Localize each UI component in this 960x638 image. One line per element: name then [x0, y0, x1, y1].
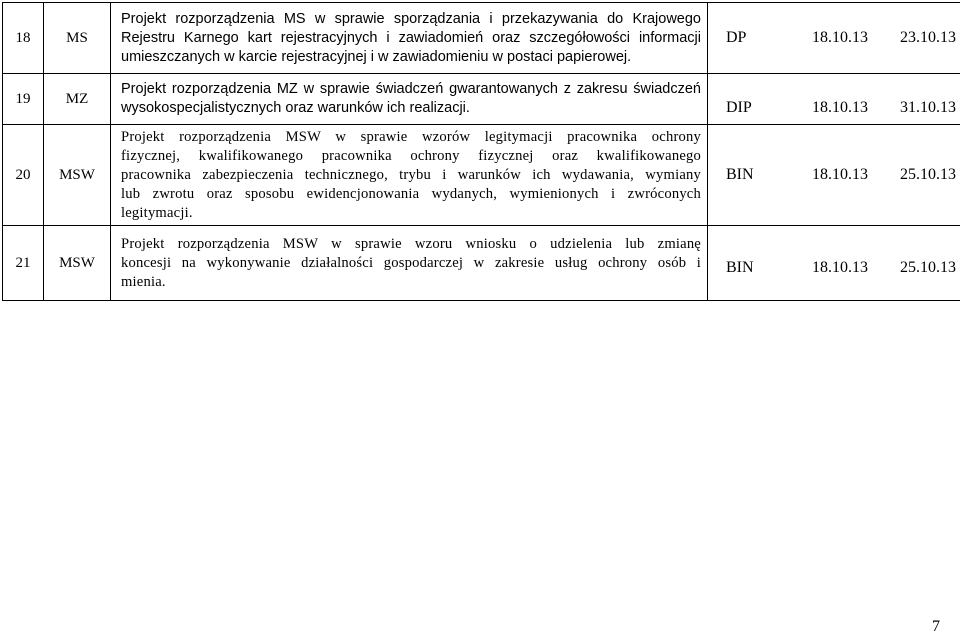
reference-cell	[708, 3, 960, 74]
deadline-date: 25.10.13	[900, 259, 956, 276]
title-line: umieszczanych w karcie rejestracyjnej i w zawiadomieniu w postaci papierowej.	[121, 48, 632, 65]
date-received: 18.10.13	[812, 99, 868, 116]
title-cell	[111, 74, 708, 125]
department-code: BIN	[726, 166, 754, 183]
table-row	[3, 3, 960, 74]
row-number: 19	[3, 74, 44, 125]
title-line: Projekt rozporządzenia MS w sprawie sporządzania i przekazywania do Krajowego	[121, 10, 701, 27]
table-row	[3, 125, 960, 226]
title-line: legitymacji.	[121, 204, 193, 221]
title-line: mienia.	[121, 273, 166, 290]
title-line: Projekt rozporządzenia MSW w sprawie wzorów legitymacji pracownika ochrony	[121, 128, 701, 145]
department-code: BIN	[726, 259, 754, 276]
table-row	[3, 74, 960, 125]
title-line: koncesji na wykonywanie działalności gospodarczej w zakresie usług ochrony osób i	[121, 254, 701, 271]
date-received: 18.10.13	[812, 259, 868, 276]
ministry-cell: MSW	[44, 226, 111, 301]
title-line: Projekt rozporządzenia MSW w sprawie wzoru wniosku o udzielenia lub zmianę	[121, 235, 701, 252]
title-line: lub zwrotu oraz sposobu ewidencjonowania wydanych, wymienionych i zwróconych	[121, 185, 701, 202]
row-number: 18	[3, 3, 44, 74]
department-code: DIP	[726, 99, 752, 116]
reference-cell	[708, 226, 960, 301]
title-cell	[111, 3, 708, 74]
page-number: 7	[932, 618, 940, 635]
deadline-date: 31.10.13	[900, 99, 956, 116]
title-cell	[111, 125, 708, 226]
deadline-date: 23.10.13	[900, 29, 956, 46]
title-line: Rejestru Karnego kart rejestracyjnych i zawiadomień oraz szczegółowości informacji	[121, 29, 701, 46]
row-number: 21	[3, 226, 44, 301]
department-code: DP	[726, 29, 747, 46]
title-cell	[111, 226, 708, 301]
title-line: wysokospecjalistycznych oraz warunków ich realizacji.	[121, 100, 470, 116]
ministry-cell: MSW	[44, 125, 111, 226]
row-number: 20	[3, 125, 44, 226]
reference-cell	[708, 74, 960, 125]
deadline-date: 25.10.13	[900, 166, 956, 183]
legislation-table	[2, 2, 960, 301]
date-received: 18.10.13	[812, 166, 868, 183]
title-line: Projekt rozporządzenia MZ w sprawie świadczeń gwarantowanych z zakresu świadczeń	[121, 81, 701, 97]
ministry-cell: MS	[44, 3, 111, 74]
ministry-cell: MZ	[44, 74, 111, 125]
title-line: pracownika zabezpieczenia technicznego, trybu i warunków ich wydawania, wymiany	[121, 166, 701, 183]
table-row	[3, 226, 960, 301]
title-line: fizycznej, kwalifikowanego pracownika ochrony fizycznej oraz kwalifikowanego	[121, 147, 701, 164]
date-received: 18.10.13	[812, 29, 868, 46]
reference-cell	[708, 125, 960, 226]
